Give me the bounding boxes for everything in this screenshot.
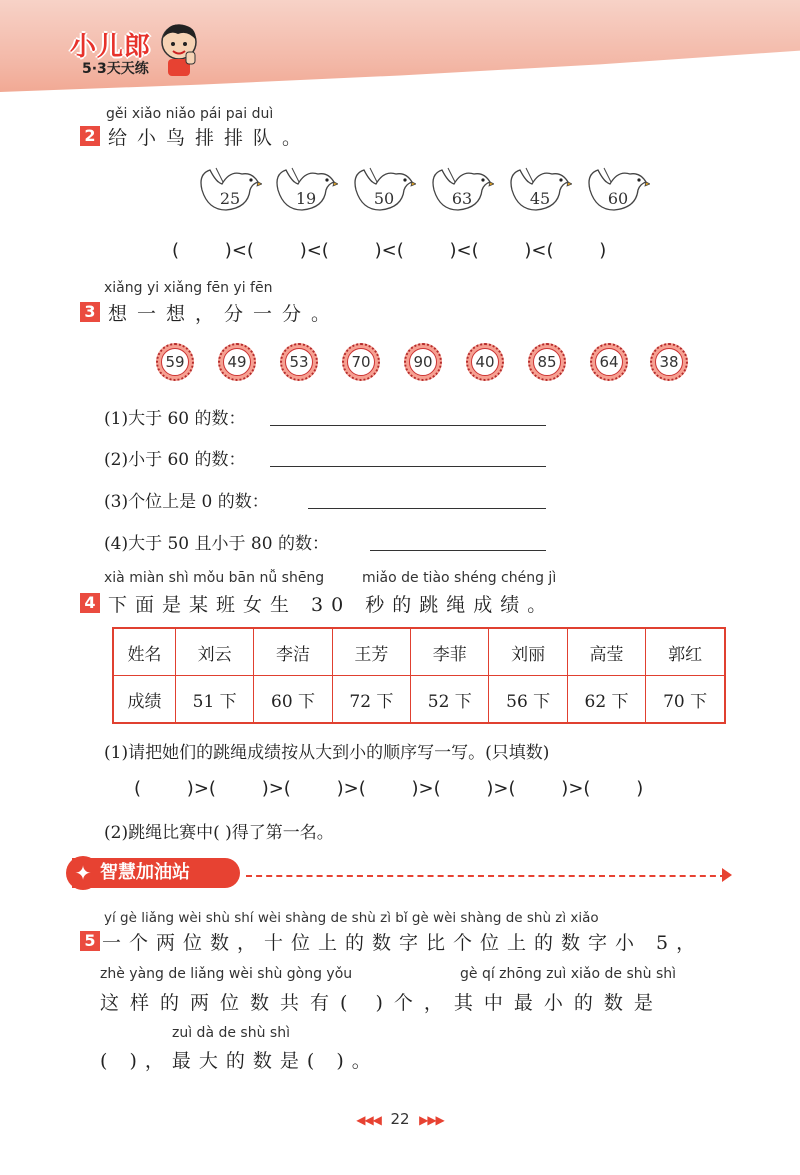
q3-answer-line-4[interactable] xyxy=(370,550,546,551)
table-name-cell: 刘丽 xyxy=(489,628,567,676)
score-table xyxy=(112,627,726,724)
q3-answer-line-1[interactable] xyxy=(270,425,546,426)
table-name-cell: 王芳 xyxy=(332,628,410,676)
bird-icon xyxy=(350,160,416,220)
bird-number: 50 xyxy=(373,189,395,208)
q3-title: 想一想，分一分。 xyxy=(108,303,341,325)
bird-number: 45 xyxy=(529,189,551,208)
q2-number: 2 xyxy=(80,126,100,146)
ball-number: 85 xyxy=(533,348,561,376)
bird-icon xyxy=(196,160,262,220)
bird-icon xyxy=(584,160,650,220)
q3-pinyin: xiǎng yi xiǎng fēn yi fēn xyxy=(104,280,273,296)
bird-icon xyxy=(506,160,572,220)
bird-number: 25 xyxy=(219,189,241,208)
ball-number: 90 xyxy=(409,348,437,376)
number-ball xyxy=(590,343,628,381)
number-ball xyxy=(528,343,566,381)
ball-number: 64 xyxy=(595,348,623,376)
q5-line-2: 这样的两位数共有( )个，其中最小的数是 xyxy=(100,992,664,1014)
number-ball xyxy=(280,343,318,381)
bird-number: 60 xyxy=(607,189,629,208)
runner-icon: ✦ xyxy=(66,856,100,890)
number-ball xyxy=(342,343,380,381)
q4-sub-2: (2)跳绳比赛中( )得了第一名。 xyxy=(104,823,334,843)
ball-number: 70 xyxy=(347,348,375,376)
number-ball xyxy=(156,343,194,381)
prev-arrows-icon: ◀◀◀ xyxy=(356,1113,381,1127)
table-head-name: 姓名 xyxy=(113,628,175,676)
table-name-cell: 刘云 xyxy=(175,628,253,676)
q5-pinyin-3: zuì dà de shù shì xyxy=(172,1025,290,1041)
q4-title: 下面是某班女生 30 秒的跳绳成绩。 xyxy=(108,594,555,616)
table-row-names xyxy=(113,628,725,676)
table-score-cell: 70 下 xyxy=(646,676,725,724)
ball-number: 38 xyxy=(655,348,683,376)
table-score-cell: 52 下 xyxy=(411,676,489,724)
table-row-scores xyxy=(113,676,725,724)
table-score-cell: 51 下 xyxy=(175,676,253,724)
table-score-cell: 60 下 xyxy=(254,676,332,724)
q4-pinyin-2: miǎo de tiào shéng chéng jì xyxy=(362,570,557,586)
bird-icon xyxy=(428,160,494,220)
page-footer xyxy=(0,1110,800,1128)
ball-number: 40 xyxy=(471,348,499,376)
number-ball xyxy=(404,343,442,381)
q4-compare-line: ( )>( )>( )>( )>( )>( )>( ) xyxy=(134,778,644,799)
table-name-cell: 郭红 xyxy=(646,628,725,676)
q5-number: 5 xyxy=(80,931,100,951)
q4-pinyin-1: xià miàn shì mǒu bān nǚ shēng xyxy=(104,570,325,586)
q3-answer-line-3[interactable] xyxy=(308,508,546,509)
bird-number: 63 xyxy=(451,189,473,208)
number-ball xyxy=(466,343,504,381)
q3-answer-line-2[interactable] xyxy=(270,466,546,467)
q5-pinyin-1: yí gè liǎng wèi shù shí wèi shàng de shù zì bǐ gè wèi shàng de shù zì xiǎo xyxy=(104,910,599,926)
q3-sub-4: (4)大于 50 且小于 80 的数： xyxy=(104,534,329,554)
table-score-cell: 62 下 xyxy=(567,676,645,724)
table-name-cell: 李菲 xyxy=(411,628,489,676)
table-head-score: 成绩 xyxy=(113,676,175,724)
mascot-icon xyxy=(158,22,200,78)
arrow-right-icon xyxy=(722,868,732,882)
q4-sub-1: (1)请把她们的跳绳成绩按从大到小的顺序写一写。(只填数) xyxy=(104,743,550,763)
table-score-cell: 72 下 xyxy=(332,676,410,724)
q3-number: 3 xyxy=(80,302,100,322)
table-name-cell: 高莹 xyxy=(567,628,645,676)
q5-line-1: 一个两位数，十位上的数字比个位上的数字小 5， xyxy=(102,932,704,954)
ball-number: 49 xyxy=(223,348,251,376)
ball-number: 53 xyxy=(285,348,313,376)
number-ball xyxy=(650,343,688,381)
bird-number: 19 xyxy=(295,189,317,208)
bird-icon xyxy=(272,160,338,220)
ball-number: 59 xyxy=(161,348,189,376)
q3-sub-1: (1)大于 60 的数： xyxy=(104,409,246,429)
bonus-divider xyxy=(246,875,726,877)
q4-number: 4 xyxy=(80,593,100,613)
q3-sub-2: (2)小于 60 的数： xyxy=(104,450,246,470)
q2-title: 给小鸟排排队。 xyxy=(108,127,312,149)
q5-line-3: ( )，最大的数是( )。 xyxy=(100,1050,379,1072)
table-score-cell: 56 下 xyxy=(489,676,567,724)
table-name-cell: 李洁 xyxy=(254,628,332,676)
series-label: 5·3天天练 xyxy=(82,61,149,77)
number-ball xyxy=(218,343,256,381)
q5-pinyin-2a: zhè yàng de liǎng wèi shù gòng yǒu xyxy=(100,966,353,982)
page-number: 22 xyxy=(390,1110,410,1128)
next-arrows-icon: ▶▶▶ xyxy=(419,1113,444,1127)
q2-pinyin: gěi xiǎo niǎo pái pai duì xyxy=(106,106,274,122)
brand-logo: 小儿郎 xyxy=(70,32,152,62)
q3-sub-3: (3)个位上是 0 的数： xyxy=(104,492,269,512)
q5-pinyin-2b: gè qí zhōng zuì xiǎo de shù shì xyxy=(460,966,677,982)
q2-compare-line: ( )<( )<( )<( )<( )<( ) xyxy=(172,240,607,261)
bonus-banner: 智慧加油站 xyxy=(72,858,240,888)
